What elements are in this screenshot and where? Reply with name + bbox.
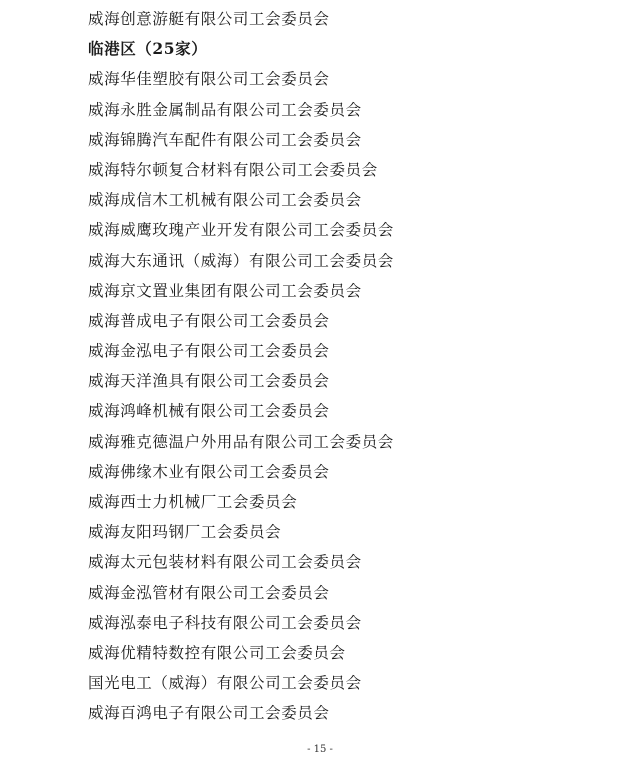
list-item: 威海永胜金属制品有限公司工会委员会 bbox=[88, 100, 362, 119]
list-item: 威海西士力机械厂工会委员会 bbox=[88, 493, 298, 511]
list-item: 威海雅克德温户外用品有限公司工会委员会 bbox=[88, 432, 394, 451]
list-item: 威海佛缘木业有限公司工会委员会 bbox=[88, 462, 330, 481]
list-item: 威海百鸿电子有限公司工会委员会 bbox=[88, 704, 330, 723]
list-item: 威海威鹰玫瑰产业开发有限公司工会委员会 bbox=[88, 221, 394, 240]
list-item: 威海泓泰电子科技有限公司工会委员会 bbox=[88, 613, 362, 632]
list-item: 威海太元包装材料有限公司工会委员会 bbox=[88, 553, 362, 572]
list-item: 威海金泓电子有限公司工会委员会 bbox=[88, 342, 330, 361]
list-item: 威海大东通讯（威海）有限公司工会委员会 bbox=[88, 251, 394, 270]
list-item: 威海普成电子有限公司工会委员会 bbox=[88, 311, 330, 330]
list-item: 威海京文置业集团有限公司工会委员会 bbox=[88, 281, 362, 300]
list-item: 威海友阳玛钢厂工会委员会 bbox=[88, 523, 282, 542]
list-item: 威海金泓管材有限公司工会委员会 bbox=[88, 583, 330, 602]
list-item: 威海天洋渔具有限公司工会委员会 bbox=[88, 372, 330, 391]
list-item: 威海鸿峰机械有限公司工会委员会 bbox=[88, 402, 330, 421]
list-item: 威海成信木工机械有限公司工会委员会 bbox=[88, 191, 362, 210]
page-number: - 15 - bbox=[307, 744, 333, 755]
union-committee-list bbox=[88, 4, 394, 729]
list-item: 威海华佳塑胶有限公司工会委员会 bbox=[88, 70, 330, 89]
list-item: 威海锦腾汽车配件有限公司工会委员会 bbox=[88, 130, 362, 149]
district-heading: 临港区（25家） bbox=[88, 39, 208, 59]
list-item: 威海创意游艇有限公司工会委员会 bbox=[88, 10, 330, 28]
list-item: 威海优精特数控有限公司工会委员会 bbox=[88, 643, 346, 662]
list-item: 威海特尔顿复合材料有限公司工会委员会 bbox=[88, 160, 378, 179]
list-item: 国光电工（威海）有限公司工会委员会 bbox=[88, 674, 362, 693]
